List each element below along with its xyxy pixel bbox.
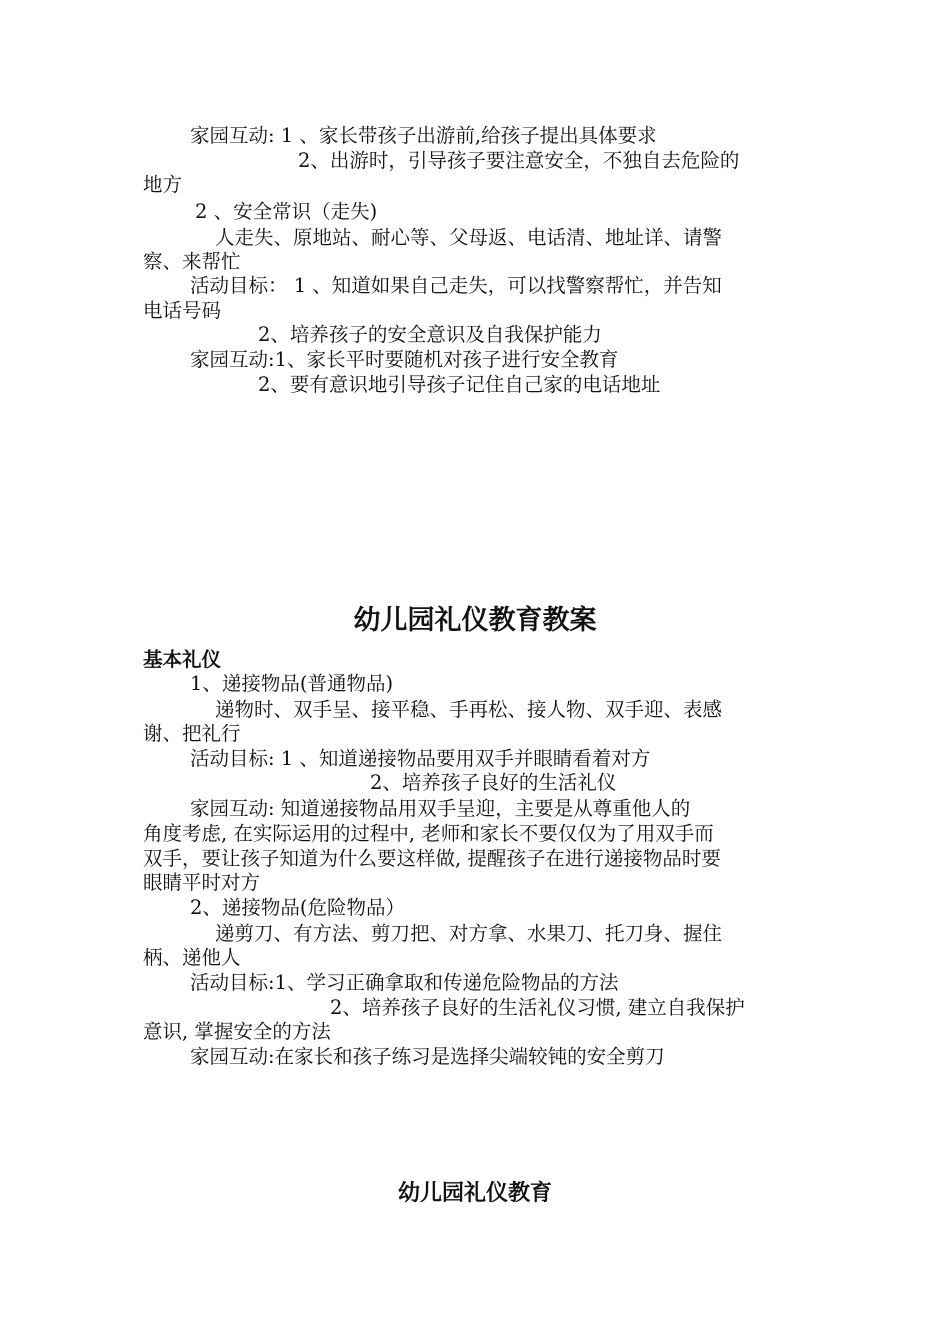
paragraph-line: 2、出游时，引导孩子要注意安全，不独自去危险的 — [298, 149, 740, 172]
paragraph-line: 电话号码 — [143, 299, 222, 322]
paragraph-line: 双手，要让孩子知道为什么要这样做, 提醒孩子在进行递接物品时要 — [143, 847, 721, 870]
paragraph-line: 活动目标:1、学习正确拿取和传递危险物品的方法 — [190, 971, 619, 994]
paragraph-line: 地方 — [143, 173, 183, 196]
document-title: 幼儿园礼仪教育教案 — [353, 605, 597, 636]
paragraph-line: 眼睛平时对方 — [143, 871, 261, 894]
paragraph-line: 2、要有意识地引导孩子记住自己家的电话地址 — [258, 373, 661, 396]
paragraph-line: 递物时、双手呈、接平稳、手再松、接人物、双手迎、表感 — [215, 698, 723, 721]
paragraph-line: 家园互动:在家长和孩子练习是选择尖端较钝的安全剪刀 — [190, 1045, 665, 1068]
paragraph-line: 递剪刀、有方法、剪刀把、对方拿、水果刀、托刀身、握住 — [215, 922, 723, 945]
section-heading: 基本礼仪 — [143, 648, 222, 671]
paragraph-line: 2、培养孩子良好的生活礼仪 — [370, 771, 617, 794]
paragraph-line: 家园互动: 知道递接物品用双手呈迎，主要是从尊重他人的 — [190, 797, 691, 820]
paragraph-line: 活动目标： 1 、知道如果自己走失，可以找警察帮忙，并告知 — [190, 274, 722, 297]
paragraph-line: 人走失、原地站、耐心等、父母返、电话清、地址详、请警 — [215, 226, 723, 249]
paragraph-line: 家园互动:1、家长平时要随机对孩子进行安全教育 — [190, 348, 619, 371]
paragraph-line: 活动目标: 1 、知道递接物品要用双手并眼睛看着对方 — [190, 747, 651, 770]
paragraph-line: 2 、安全常识（走失) — [195, 200, 378, 223]
paragraph-line: 角度考虑, 在实际运用的过程中, 老师和家长不要仅仅为了用双手而 — [143, 822, 714, 845]
paragraph-line: 2、递接物品(危险物品） — [190, 896, 406, 919]
paragraph-line: 柄、递他人 — [143, 946, 241, 969]
section-title: 幼儿园礼仪教育 — [397, 1181, 552, 1206]
paragraph-line: 察、来帮忙 — [143, 250, 241, 273]
paragraph-line: 2、培养孩子的安全意识及自我保护能力 — [258, 323, 602, 346]
paragraph-line: 2、培养孩子良好的生活礼仪习惯, 建立自我保护 — [330, 996, 745, 1019]
paragraph-line: 家园互动: 1 、家长带孩子出游前,给孩子提出具体要求 — [190, 124, 657, 147]
paragraph-line: 谢、把礼行 — [143, 722, 241, 745]
paragraph-line: 意识, 掌握安全的方法 — [143, 1020, 331, 1043]
paragraph-line: 1、递接物品(普通物品) — [190, 672, 394, 695]
